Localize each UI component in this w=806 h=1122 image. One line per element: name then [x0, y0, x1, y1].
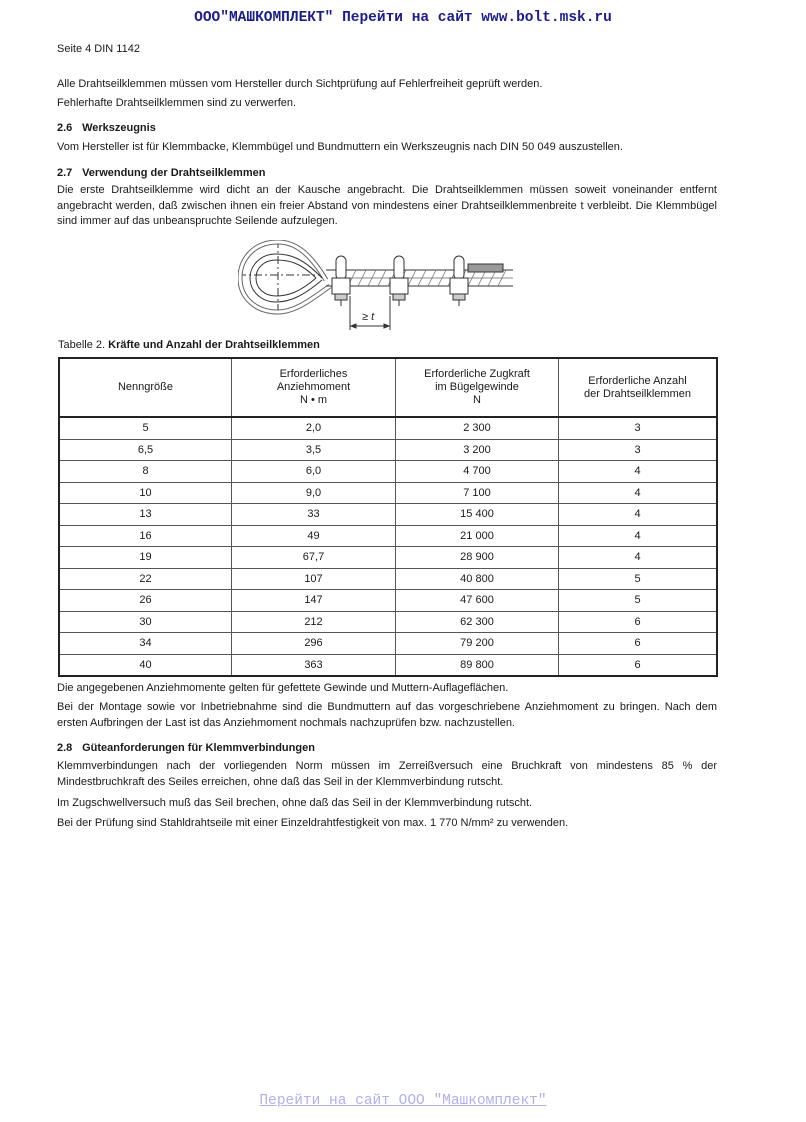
cell-size: 19: [59, 547, 232, 569]
cell-size: 6,5: [59, 439, 232, 461]
header-line: Erforderliche Anzahl: [588, 374, 687, 387]
section-title: Werkszeugnis: [82, 122, 156, 134]
table-row: [59, 525, 717, 547]
section-2-8-heading: [57, 741, 315, 756]
cell-count: 6: [559, 611, 718, 633]
table-row: [59, 611, 717, 633]
cell-torque: 296: [232, 633, 396, 655]
cell-force: 28 900: [396, 547, 559, 569]
cell-torque: 33: [232, 504, 396, 526]
cell-size: 40: [59, 654, 232, 676]
intro-paragraph-2: Fehlerhafte Drahtseilklemmen sind zu verwerfen.: [57, 97, 297, 109]
assembly-note: Bei der Montage sowie vor Inbetriebnahme sind die Bundmuttern auf das vorgeschriebene Anziehmoment zu bringen. Nach dem ersten Aufbringen der Last ist das Anziehmoment nochmals nachzuprüfen bzw. nachzustellen.: [57, 701, 717, 729]
cell-torque: 67,7: [232, 547, 396, 569]
cell-count: 4: [559, 504, 718, 526]
cell-count: 4: [559, 461, 718, 483]
section-number: 2.7: [57, 167, 73, 179]
page-header: Seite 4 DIN 1142: [57, 43, 140, 55]
cell-force: 89 800: [396, 654, 559, 676]
cell-force: 21 000: [396, 525, 559, 547]
section-2-8-paragraph-3: Bei der Prüfung sind Stahldrahtseile mit einer Einzeldrahtfestigkeit von max. 1 770 N/mm² zu verwenden.: [57, 817, 569, 829]
header-torque: [232, 358, 396, 417]
header-line: im Bügelgewinde: [435, 381, 519, 393]
cell-force: 62 300: [396, 611, 559, 633]
section-number: 2.6: [57, 122, 73, 134]
table-row: [59, 568, 717, 590]
table-row: [59, 417, 717, 439]
cell-force: 4 700: [396, 461, 559, 483]
cell-force: 15 400: [396, 504, 559, 526]
cell-force: 7 100: [396, 482, 559, 504]
footer-site-link[interactable]: Перейти на сайт ООО "Машкомплект": [259, 1093, 547, 1109]
table-caption: [58, 339, 320, 351]
cell-count: 4: [559, 525, 718, 547]
section-2-7-text: Die erste Drahtseilklemme wird dicht an der Kausche angebracht. Die Drahtseilklemmen müssen soweit voneinander entfernt angebracht werden, daß zwischen ihnen ein freier Abstand von mindestens einer Drahtseilklemmenbreite t verbleibt. Die Klemmbügel sind immer auf das unbeanspruchte Seilende aufzulegen.: [57, 184, 717, 227]
section-2-6-text: Vom Hersteller ist für Klemmbacke, Klemmbügel und Bundmuttern ein Werkszeugnis nach DIN 50 049 auszustellen.: [57, 141, 623, 153]
cell-force: 47 600: [396, 590, 559, 612]
header-line: Erforderliche Zugkraft: [424, 368, 530, 380]
header-line: N: [473, 394, 481, 406]
header-line: der Drahtseilklemmen: [584, 387, 691, 400]
table-row: [59, 504, 717, 526]
header-tensile-force: [396, 358, 559, 417]
cell-count: 6: [559, 654, 718, 676]
cell-torque: 363: [232, 654, 396, 676]
header-line: Erforderliches: [279, 368, 348, 380]
cell-count: 6: [559, 633, 718, 655]
site-banner-link[interactable]: ООО"МАШКОМПЛЕКТ" Перейти на сайт www.bolt.msk.ru: [194, 10, 612, 26]
table-row: [59, 547, 717, 569]
rope-clamp-illustration: [238, 240, 518, 335]
table-row: [59, 654, 717, 676]
wire-rope-clamp-diagram: [238, 240, 518, 340]
header-line: Anziehmoment: [276, 381, 351, 393]
header-line: Nenngröße: [117, 381, 174, 393]
cell-size: 8: [59, 461, 232, 483]
table-row: [59, 633, 717, 655]
cell-force: 3 200: [396, 439, 559, 461]
cell-torque: 2,0: [232, 417, 396, 439]
section-2-8-paragraph-1: Klemmverbindungen nach der vorliegenden Norm müssen im Zerreißversuch eine Bruchkraft von mindestens 85 % der Mindestbruchkraft des Seiles erreichen, ohne daß das Seil in der Klemmverbindung rutscht.: [57, 760, 717, 788]
table-row: [59, 461, 717, 483]
table-header-row: [59, 358, 717, 417]
cell-size: 16: [59, 525, 232, 547]
header-clamp-count: [559, 358, 718, 417]
cell-torque: 6,0: [232, 461, 396, 483]
header-line: N • m: [299, 394, 328, 406]
header-nominal-size: [59, 358, 232, 417]
forces-table: [58, 357, 718, 677]
cell-size: 34: [59, 633, 232, 655]
cell-size: 30: [59, 611, 232, 633]
table-row: [59, 590, 717, 612]
section-number: 2.8: [57, 742, 73, 754]
dimension-label: ≥ t: [362, 311, 375, 323]
cell-count: 5: [559, 568, 718, 590]
intro-paragraph-1: Alle Drahtseilklemmen müssen vom Hersteller durch Sichtprüfung auf Fehlerfreiheit geprüft werden.: [57, 78, 543, 90]
cell-torque: 49: [232, 525, 396, 547]
section-2-8-paragraph-2: Im Zugschwellversuch muß das Seil brechen, ohne daß das Seil in der Klemmverbindung rutscht.: [57, 797, 533, 809]
cell-force: 40 800: [396, 568, 559, 590]
cell-size: 22: [59, 568, 232, 590]
cell-size: 5: [59, 417, 232, 439]
cell-torque: 3,5: [232, 439, 396, 461]
torque-note: Die angegebenen Anziehmomente gelten für gefettete Gewinde und Muttern-Auflageflächen.: [57, 682, 509, 694]
cell-count: 3: [559, 439, 718, 461]
cell-torque: 147: [232, 590, 396, 612]
cell-force: 79 200: [396, 633, 559, 655]
cell-count: 5: [559, 590, 718, 612]
section-title: Verwendung der Drahtseilklemmen: [82, 167, 266, 179]
table-row: [59, 482, 717, 504]
cell-torque: 212: [232, 611, 396, 633]
table-caption-title: Kräfte und Anzahl der Drahtseilklemmen: [108, 339, 320, 351]
cell-torque: 9,0: [232, 482, 396, 504]
cell-torque: 107: [232, 568, 396, 590]
section-2-7-heading: [57, 166, 265, 181]
cell-size: 10: [59, 482, 232, 504]
cell-count: 4: [559, 547, 718, 569]
section-title: Güteanforderungen für Klemmverbindungen: [82, 742, 315, 754]
table-row: [59, 439, 717, 461]
table-caption-prefix: Tabelle 2.: [58, 339, 106, 351]
cell-count: 4: [559, 482, 718, 504]
cell-count: 3: [559, 417, 718, 439]
section-2-6-heading: [57, 121, 156, 136]
cell-size: 26: [59, 590, 232, 612]
cell-force: 2 300: [396, 417, 559, 439]
cell-size: 13: [59, 504, 232, 526]
